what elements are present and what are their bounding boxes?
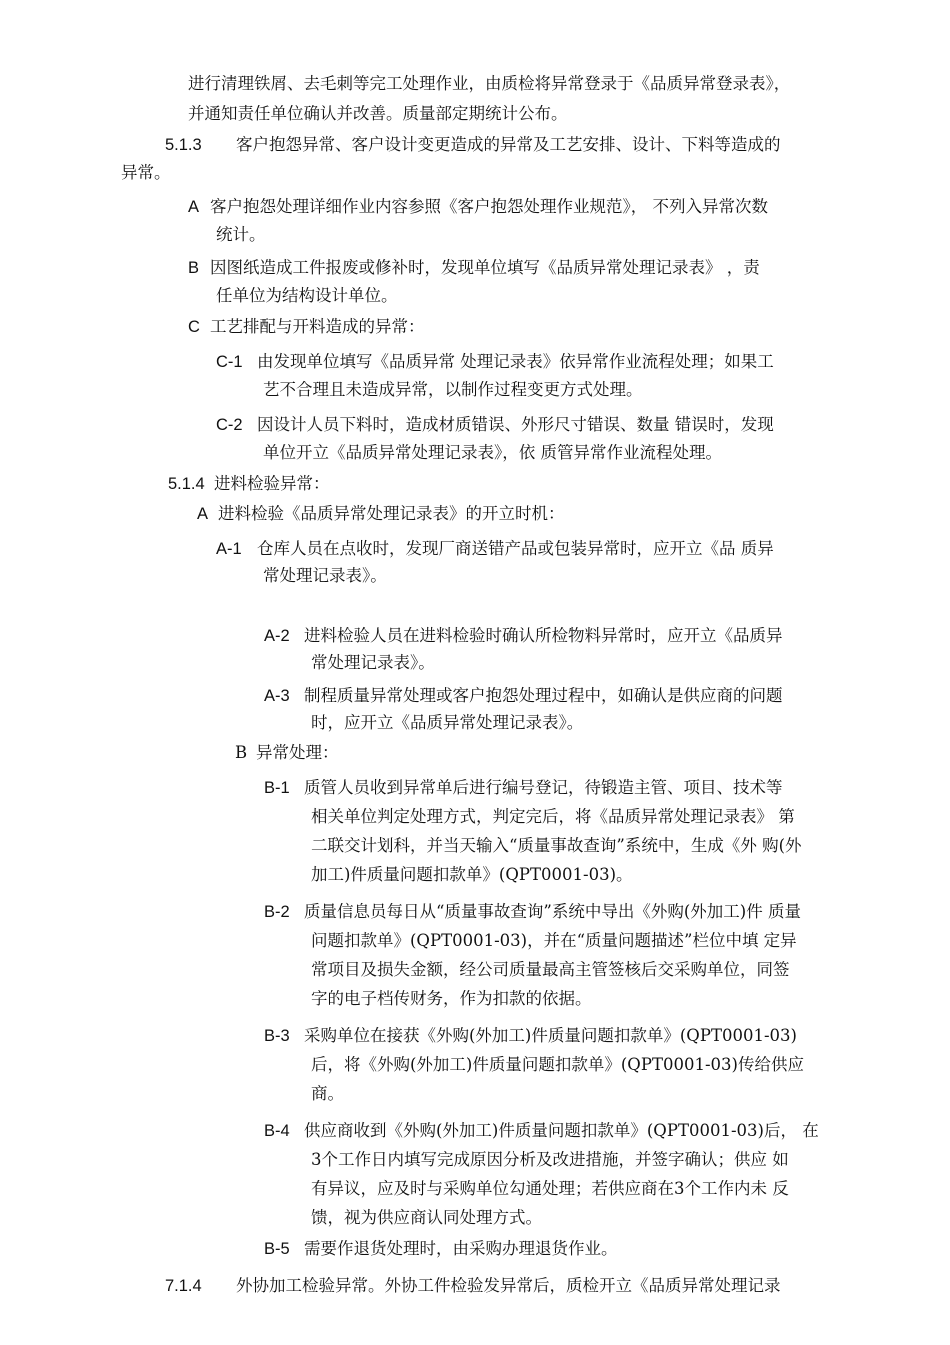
subitem-text: 需要作退货处理时，由采购办理退货作业。 (304, 1239, 618, 1258)
paragraph-line: 进行清理铁屑、去毛刺等完工处理作业，由质检将异常登录于《品质异常登录表》， (188, 74, 791, 93)
section-title: 进料检验异常： (214, 474, 330, 493)
paragraph-line: 并通知责任单位确认并改善。质量部定期统计公布。 (188, 104, 568, 123)
subitem-text: 质量信息员每日从“质量事故查询”系统中导出《外购(外加工)件 质量 (304, 902, 801, 921)
subitem-text: 常处理记录表》。 (263, 566, 387, 585)
section-number: 7.1.4 (165, 1277, 202, 1295)
item-text: 任单位为结构设计单位。 (216, 286, 398, 305)
subitem-text: 单位开立《品质异常处理记录表》，依 质管异常作业流程处理。 (263, 443, 722, 462)
subitem-text: 供应商收到《外购(外加工)件质量问题扣款单》(QPT0001-03)后， 在 (304, 1121, 819, 1140)
subitem-label: B-1 (264, 779, 290, 797)
subitem-text: 常项目及损失金额，经公司质量最高主管签核后交采购单位，同签 (311, 960, 790, 979)
subitem-text: 常处理记录表》。 (311, 653, 435, 672)
subitem-text: 艺不合理且未造成异常，以制作过程变更方式处理。 (263, 380, 643, 399)
section-text: 外协加工检验异常。外协工件检验发异常后，质检开立《品质异常处理记录 (236, 1276, 781, 1295)
subitem-label: B-5 (264, 1240, 290, 1258)
item-text: 因图纸造成工件报废或修补时，发现单位填写《品质异常处理记录表》 ，责 (210, 258, 760, 277)
item-label: B (235, 743, 248, 762)
subitem-text: 相关单位判定处理方式，判定完后，将《品质异常处理记录表》 第 (311, 807, 795, 826)
item-text: 异常处理： (256, 743, 339, 762)
subitem-text: 商。 (311, 1084, 344, 1103)
item-label: A (188, 198, 200, 216)
item-label: B (188, 259, 200, 277)
section-text: 异常。 (121, 163, 171, 182)
subitem-text: 由发现单位填写《品质异常 处理记录表》依异常作业流程处理；如果工 (257, 352, 774, 371)
subitem-text: 3个工作日内填写完成原因分析及改进措施，并签字确认；供应 如 (311, 1150, 789, 1169)
item-text: 进料检验《品质异常处理记录表》的开立时机： (218, 504, 565, 523)
subitem-text: 有异议，应及时与采购单位勾通处理；若供应商在3个工作内未 反 (311, 1179, 789, 1198)
subitem-label: A-1 (216, 540, 242, 558)
subitem-label: C-1 (216, 353, 243, 371)
subitem-text: 馈，视为供应商认同处理方式。 (311, 1208, 542, 1227)
subitem-text: 时，应开立《品质异常处理记录表》。 (311, 713, 584, 732)
subitem-text: 采购单位在接获《外购(外加工)件质量问题扣款单》(QPT0001-03) (304, 1026, 797, 1045)
item-label: C (188, 318, 200, 336)
item-label: A (197, 505, 209, 523)
subitem-text: 仓库人员在点收时，发现厂商送错产品或包装异常时，应开立《品 质异 (257, 539, 774, 558)
subitem-label: C-2 (216, 416, 243, 434)
section-text: 客户抱怨异常、客户设计变更造成的异常及工艺安排、设计、下料等造成的 (236, 135, 781, 154)
subitem-text: 后，将《外购(外加工)件质量问题扣款单》(QPT0001-03)传给供应 (311, 1055, 804, 1074)
subitem-label: B-2 (264, 903, 290, 921)
subitem-label: B-4 (264, 1122, 290, 1140)
item-text: 工艺排配与开料造成的异常： (210, 317, 425, 336)
subitem-text: 问题扣款单》(QPT0001-03)，并在“质量问题描述”栏位中填 定异 (311, 931, 797, 950)
subitem-text: 制程质量异常处理或客户抱怨处理过程中，如确认是供应商的问题 (304, 686, 783, 705)
subitem-text: 加工)件质量问题扣款单》(QPT0001-03)。 (311, 865, 633, 884)
subitem-label: A-3 (264, 687, 290, 705)
item-text: 统计。 (216, 225, 266, 244)
subitem-text: 二联交计划科，并当天输入“质量事故查询”系统中，生成《外 购(外 (311, 836, 802, 855)
subitem-text: 进料检验人员在进料检验时确认所检物料异常时，应开立《品质异 (304, 626, 783, 645)
subitem-text: 质管人员收到异常单后进行编号登记，待锻造主管、项目、技术等 (304, 778, 783, 797)
section-number: 5.1.3 (165, 136, 202, 154)
section-number: 5.1.4 (168, 475, 205, 493)
subitem-label: A-2 (264, 627, 290, 645)
subitem-label: B-3 (264, 1027, 290, 1045)
subitem-text: 因设计人员下料时，造成材质错误、外形尺寸错误、数量 错误时，发现 (257, 415, 774, 434)
item-text: 客户抱怨处理详细作业内容参照《客户抱怨处理作业规范》， 不列入异常次数 (210, 197, 768, 216)
subitem-text: 字的电子档传财务，作为扣款的依据。 (311, 989, 592, 1008)
